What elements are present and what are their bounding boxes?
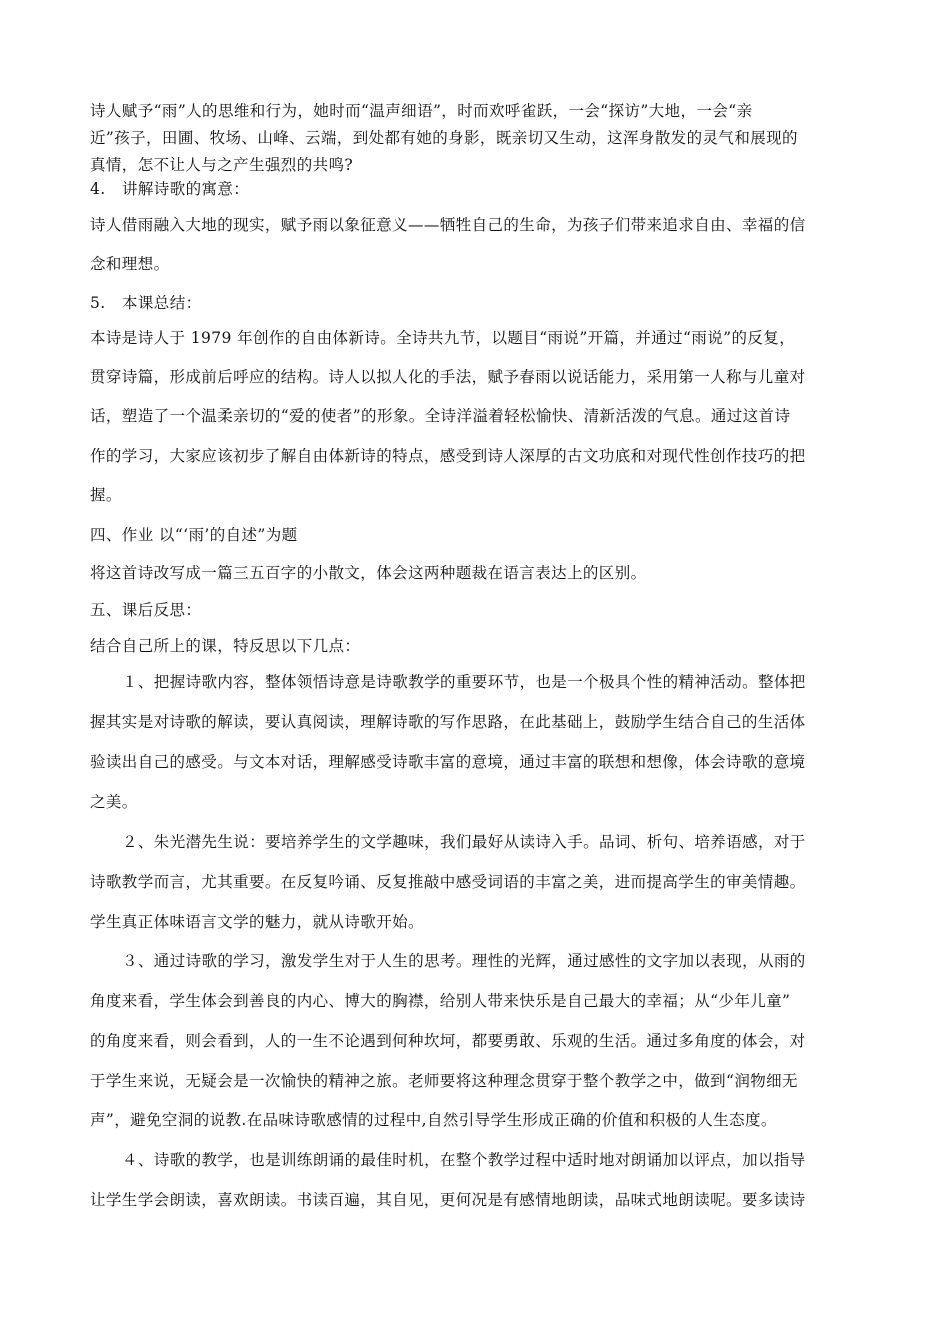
item-heading: 本课总结： — [122, 294, 202, 312]
paragraph-line: 真情，怎不让人与之产生强烈的共鸣? — [90, 156, 354, 174]
paragraph-line: 话，塑造了一个温柔亲切的“爱的使者”的形象。全诗洋溢着轻松愉快、清新活泼的气息。通过这首诗 — [90, 407, 791, 425]
paragraph-line: ４、诗歌的教学，也是训练朗诵的最佳时机，在整个教学过程中适时地对朗诵加以评点，加以指导 — [122, 1151, 806, 1169]
paragraph-line: 结合自己所上的课，特反思以下几点： — [90, 637, 361, 655]
paragraph-line: 握其实是对诗歌的解读，要认真阅读，理解诗歌的写作思路，在此基础上，鼓励学生结合自己的生活体 — [90, 713, 806, 731]
paragraph-line: 将这首诗改写成一篇三五百字的小散文，体会这两种题裁在语言表达上的区别。 — [90, 564, 647, 582]
paragraph-line: 念和理想。 — [90, 255, 170, 273]
paragraph-line: 学生真正体味语言文学的魅力，就从诗歌开始。 — [90, 913, 424, 931]
paragraph-line: １、把握诗歌内容，整体领悟诗意是诗歌教学的重要环节，也是一个极具个性的精神活动。整体把 — [122, 673, 806, 691]
paragraph-line: ３、通过诗歌的学习，激发学生对于人生的思考。理性的光辉，通过感性的文字加以表现，从雨的 — [122, 952, 806, 970]
paragraph-line: 声”，避免空洞的说教.在品味诗歌感情的过程中,自然引导学生形成正确的价值和积极的人生态度。 — [90, 1111, 777, 1129]
paragraph-line: 诗人赋予“雨”人的思维和行为，她时而“温声细语”，时而欢呼雀跃，一会“探访”大地，一会“亲 — [90, 102, 753, 120]
paragraph-line: 本诗是诗人于 1979 年创作的自由体新诗。全诗共九节，以题目“雨说”开篇，并通过“雨说”的反复， — [90, 329, 796, 347]
paragraph-line: 握。 — [90, 486, 122, 504]
item-number: 4. — [90, 180, 106, 198]
paragraph-line: 作的学习，大家应该初步了解自由体新诗的特点，感受到诗人深厚的古文功底和对现代性创作技巧的把 — [90, 447, 806, 465]
paragraph-line: ２、朱光潜先生说：要培养学生的文学趣味，我们最好从读诗入手。品词、析句、培养语感，对于 — [122, 833, 806, 851]
reflection-heading: 五、课后反思： — [90, 601, 202, 619]
paragraph-line: 验读出自己的感受。与文本对话，理解感受诗歌丰富的意境，通过丰富的联想和想像，体会诗歌的意境 — [90, 753, 806, 771]
section-item-5 — [90, 293, 202, 313]
paragraph-line: 近”孩子，田圃、牧场、山峰、云端，到处都有她的身影，既亲切又生动，这浑身散发的灵气和展现的 — [90, 129, 798, 147]
item-number: 5. — [90, 294, 106, 312]
paragraph-line: 的角度来看，则会看到，人的一生不论遇到何种坎坷，都要勇敢、乐观的生活。通过多角度的体会，对 — [90, 1032, 806, 1050]
homework-heading: 四、作业 以“‘雨’的自述”为题 — [90, 526, 298, 544]
paragraph-line: 让学生学会朗读，喜欢朗读。书读百遍，其自见，更何况是有感情地朗读，品味式地朗读呢。要多读诗 — [90, 1191, 806, 1209]
item-heading: 讲解诗歌的寓意： — [122, 180, 250, 198]
paragraph-line: 之美。 — [90, 793, 138, 811]
paragraph-line: 于学生来说，无疑会是一次愉快的精神之旅。老师要将这种理念贯穿于整个教学之中，做到“润物细无 — [90, 1072, 798, 1090]
paragraph-line: 角度来看，学生体会到善良的内心、博大的胸襟，给别人带来快乐是自己最大的幸福；从“少年儿童” — [90, 992, 791, 1010]
paragraph-line: 诗人借雨融入大地的现实，赋予雨以象征意义——牺牲自己的生命，为孩子们带来追求自由、幸福的信 — [90, 216, 806, 234]
paragraph-line: 诗歌教学而言，尤其重要。在反复吟诵、反复推敲中感受词语的丰富之美，进而提高学生的审美情趣。 — [90, 873, 806, 891]
paragraph-line: 贯穿诗篇，形成前后呼应的结构。诗人以拟人化的手法，赋予春雨以说话能力，采用第一人称与儿童对 — [90, 368, 806, 386]
section-item-4 — [90, 179, 249, 199]
